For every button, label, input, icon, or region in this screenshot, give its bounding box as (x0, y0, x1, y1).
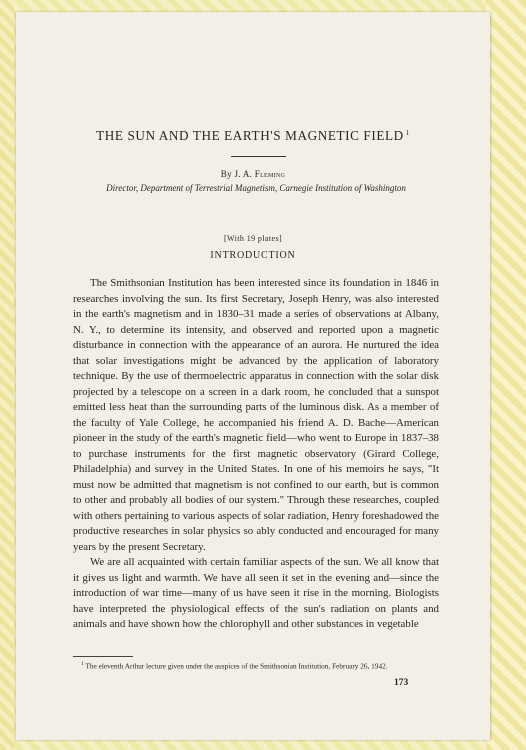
author-affiliation: Director, Department of Terrestrial Magnetism, Carnegie Institution of Washington (106, 183, 406, 193)
body-paragraph-2: We are all acquainted with certain familiar aspects of the sun. We all know that it gives us light and warmth. We have all seen it set in the evening and—since the introduction of war time—many of us have seen it rise in the morning. Biologists have interpreted the physiological effects of the sun's radiation on plants and animals and have shown how the chlorophyll and other substances in vegetable (73, 556, 439, 630)
section-heading: INTRODUCTION (210, 250, 296, 261)
title-footnote-mark: 1 (405, 129, 410, 137)
body-paragraph-1: The Smithsonian Institution has been interested since its foundation in 1846 in researches involving the sun. Its first Secretary, Joseph Henry, was also interested in the earth's magnetism and in 1830–31 made a series of observations at Albany, N. Y., to determine its intensity, and observed and reported upon a magnetic disturbance in connection with the appearance of an aurora. He nurtured the idea that solar investigations might be advanced by the application of laboratory technique. By the use of thermoelectric apparatus in connection with the solar disk projected by a telescope on a screen in a dark room, he concluded that a sunspot emitted less heat than the surrounding parts of the luminous disk. As a member of the faculty of Yale College, he accompanied his friend A. D. Bache—American pioneer in the study of the earth's magnetic field—who went to Europe in 1837–38 to purchase instruments for the first magnetic observatory (Girard College, Philadelphia) and survey in the United States. In one of his memoirs he says, "It must now be admitted that magnetism is not confined to our earth, but is common to other and probably all bodies of our system." Through these researches, coupled with others pertaining to various aspects of solar radiation, Henry foreshadowed the productive researches in solar physics so ably conducted and encouraged for many years by the present Secretary. (73, 277, 439, 553)
page-number: 173 (394, 678, 409, 688)
article-title (16, 128, 490, 144)
byline (16, 169, 490, 179)
plates-note: [With 19 plates] (223, 234, 283, 243)
author-name: J. A. Fleming (234, 169, 286, 179)
article-title-text: THE SUN AND THE EARTH'S MAGNETIC FIELD (96, 128, 404, 143)
footnote-rule (73, 656, 133, 657)
title-rule (231, 156, 286, 157)
footnote-text: The eleventh Arthur lecture given under the auspices of the Smithsonian Institution, February 26, 1942. (85, 661, 388, 671)
byline-prefix: By (220, 169, 232, 179)
article-body (73, 276, 439, 633)
footnote-mark: 1 (81, 661, 84, 667)
background-paper (486, 0, 526, 750)
footnote (73, 659, 445, 671)
document-page (16, 12, 490, 740)
binding-edge (0, 0, 14, 750)
